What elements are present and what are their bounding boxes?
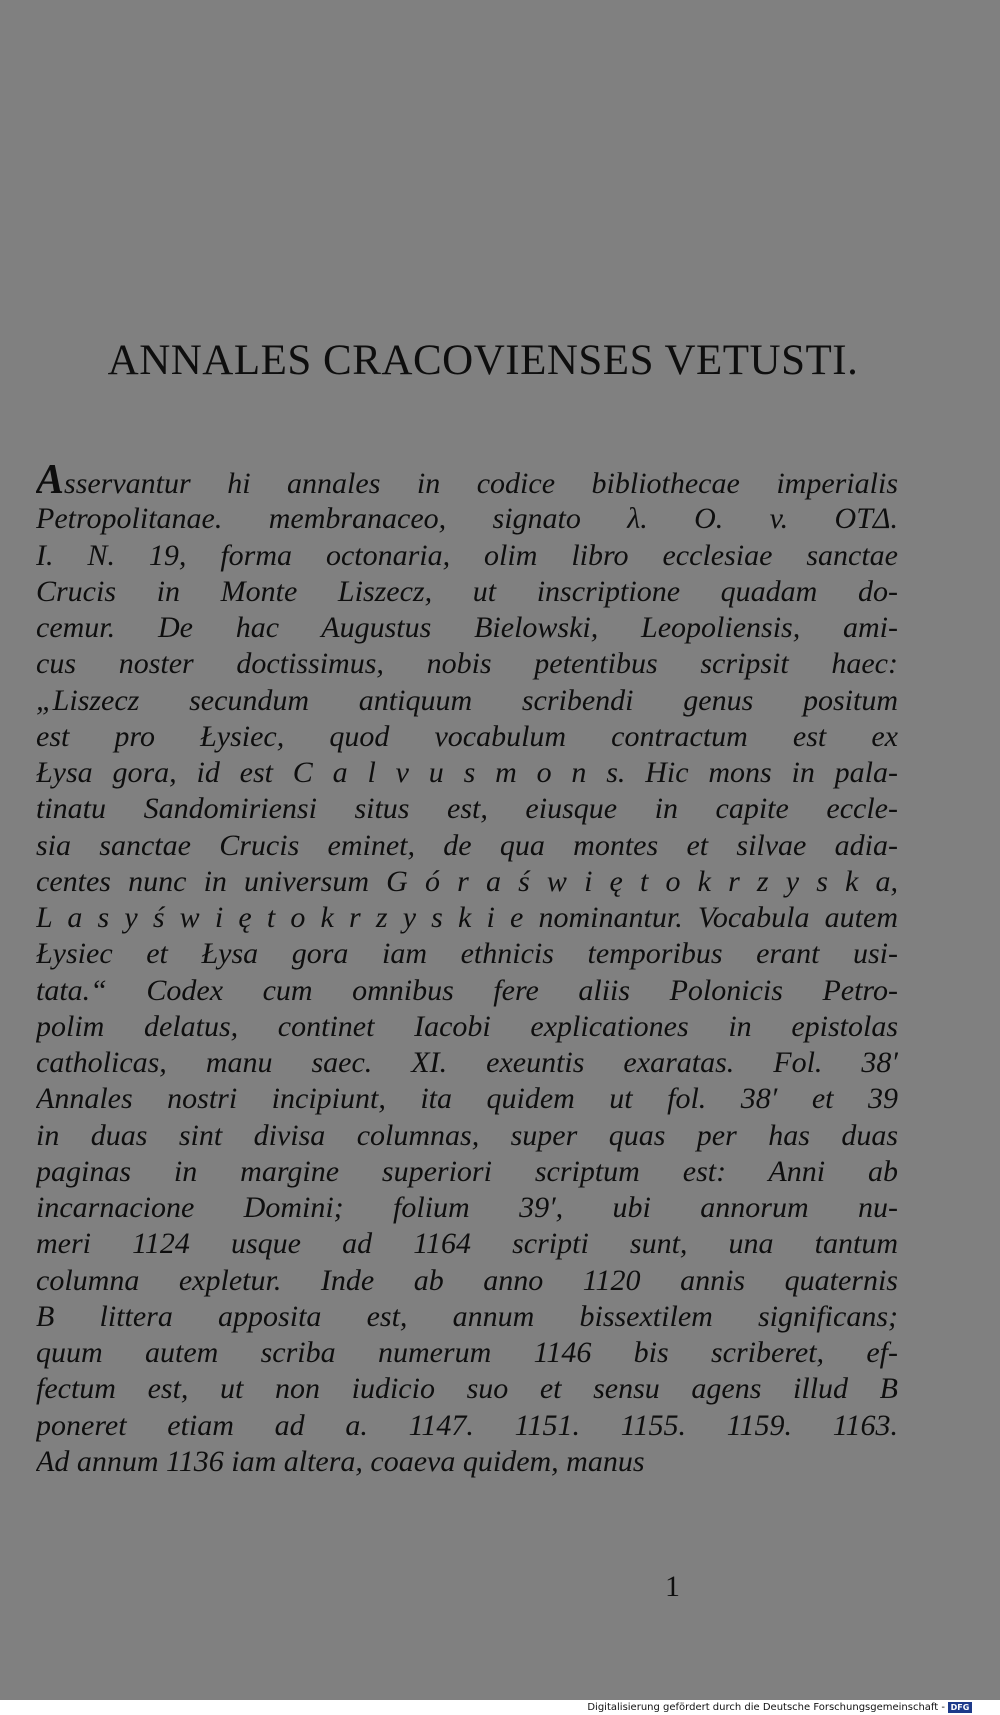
- footer-credit: [587, 1701, 972, 1714]
- page-title-text: ANNALES CRACOVIENSES VETUSTI.: [107, 337, 859, 384]
- footer-text: Digitalisierung gefördert durch die Deutsche Forschungsgemeinschaft -: [587, 1702, 945, 1713]
- text-line: in duas sint divisa columnas, super quas per has duas: [36, 1118, 898, 1152]
- text-line: Petropolitanae. membranaceo, signato λ. O. v. OTΔ.: [36, 502, 898, 536]
- page-number: 1: [665, 1570, 680, 1603]
- text-line: [36, 465, 898, 501]
- drop-cap: A: [36, 465, 65, 502]
- text-line: est pro Łysiec, quod vocabulum contractum est ex: [36, 719, 898, 753]
- text-line: incarnacione Domini; folium 39′, ubi annorum nu-: [36, 1191, 898, 1224]
- text-line: I. N. 19, forma octonaria, olim libro ecclesiae sanctae: [36, 538, 898, 572]
- text-line: quum autem scriba numerum 1146 bis scriberet, ef-: [36, 1336, 898, 1369]
- text-line: Ad annum 1136 iam altera, coaeva quidem, manus: [36, 1444, 645, 1478]
- text-line: tinatu Sandomiriensi situs est, eiusque in capite eccle-: [36, 792, 898, 826]
- first-line-text: sservantur hi annales in codice bibliothecae imperialis: [64, 467, 898, 500]
- text-line: cemur. De hac Augustus Bielowski, Leopoliensis, ami-: [36, 611, 898, 644]
- text-line: polim delatus, continet Iacobi explicationes in epistolas: [36, 1009, 898, 1043]
- text-line: cus noster doctissimus, nobis petentibus scripsit haec:: [36, 647, 898, 681]
- text-line: centes nunc in universum G ó r a ś w i ę t o k r z y s k a,: [36, 864, 898, 898]
- text-line: L a s y ś w i ę t o k r z y s k i e nominantur. Vocabula autem: [36, 901, 898, 934]
- text-line: Crucis in Monte Liszecz, ut inscriptione quadam do-: [36, 574, 898, 608]
- text-line: poneret etiam ad a. 1147. 1151. 1155. 1159. 1163.: [36, 1408, 898, 1442]
- text-line: Annales nostri incipiunt, ita quidem ut fol. 38′ et 39: [36, 1082, 898, 1116]
- text-line: catholicas, manu saec. XI. exeuntis exaratas. Fol. 38′: [36, 1046, 898, 1079]
- text-line: B littera apposita est, annum bissextilem significans;: [36, 1299, 898, 1333]
- text-line: Łysiec et Łysa gora iam ethnicis temporibus erant usi-: [36, 937, 898, 971]
- page-title: [0, 336, 1000, 385]
- text-line: paginas in margine superiori scriptum est: Anni ab: [36, 1154, 898, 1188]
- dfg-logo-icon: DFG: [948, 1702, 972, 1713]
- text-line: meri 1124 usque ad 1164 scripti sunt, una tantum: [36, 1227, 898, 1261]
- text-line: fectum est, ut non iudicio suo et sensu agens illud B: [36, 1372, 898, 1406]
- text-line: tata.“ Codex cum omnibus fere aliis Polonicis Petro-: [36, 973, 898, 1007]
- text-line: „Liszecz secundum antiquum scribendi genus positum: [36, 683, 898, 717]
- text-line: columna expletur. Inde ab anno 1120 annis quaternis: [36, 1263, 898, 1297]
- body-text: [36, 465, 898, 1480]
- text-line: Łysa gora, id est C a l v u s m o n s. Hic mons in pala-: [36, 756, 898, 789]
- text-line: sia sanctae Crucis eminet, de qua montes et silvae adia-: [36, 828, 898, 862]
